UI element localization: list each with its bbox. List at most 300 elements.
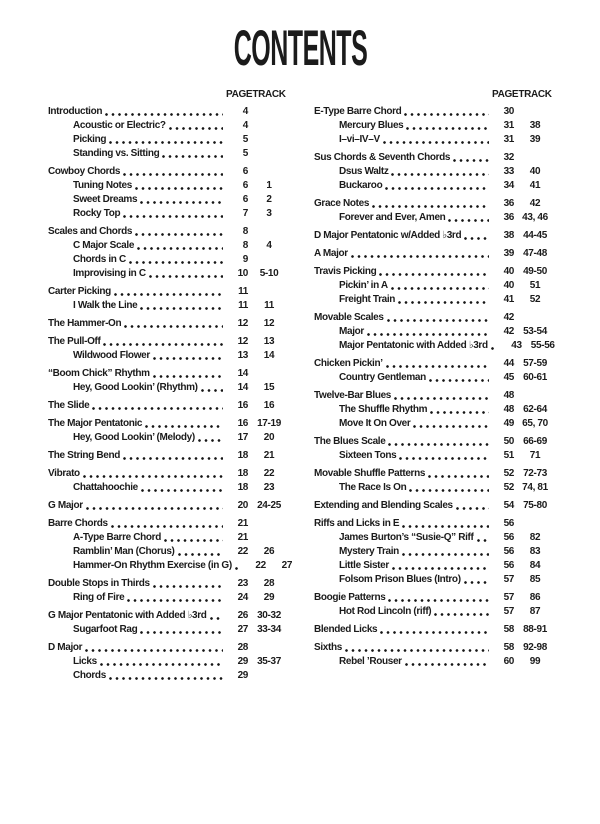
track-number: 66-69 (523, 436, 547, 447)
dot-leader (429, 379, 489, 382)
entry-label: Major Pentatonic with Added ♭3rd (339, 340, 488, 351)
entry-label: The Slide (48, 400, 90, 411)
track-number: 5-10 (259, 268, 279, 279)
dot-leader (149, 275, 223, 278)
entry-label: Sixteen Tons (339, 450, 397, 461)
toc-subentry (314, 416, 556, 430)
toc-section-entry (314, 590, 556, 604)
entry-label: Cowboy Chords (48, 166, 121, 177)
toc-subentry (314, 278, 556, 292)
entry-label: E-Type Barre Chord (314, 106, 402, 117)
page-number: 14 (237, 368, 248, 379)
track-number: 71 (529, 450, 541, 461)
track-number: 65, 70 (522, 418, 548, 429)
toc-subentry (314, 210, 556, 224)
page-number: 18 (237, 468, 248, 479)
track-number: 16 (263, 400, 275, 411)
entry-label: Mystery Train (339, 546, 399, 557)
page-number: 44 (503, 358, 514, 369)
page-number: 40 (503, 266, 514, 277)
track-number: 4 (266, 240, 272, 251)
page-number: 33 (503, 166, 514, 177)
page-number: 41 (503, 294, 514, 305)
page-number: 29 (237, 670, 248, 681)
toc-section-entry (314, 246, 556, 260)
dot-leader (153, 375, 223, 378)
entry-label: The Pull-Off (48, 336, 101, 347)
toc-section-entry (314, 516, 556, 530)
dot-leader (386, 365, 489, 368)
toc-section-entry (314, 310, 556, 324)
dot-leader (103, 343, 223, 346)
page-number: 11 (238, 286, 248, 297)
page-number: 14 (237, 382, 248, 393)
dot-leader (477, 539, 489, 542)
page-number: 29 (237, 656, 248, 667)
entry-label: Double Stops in Thirds (48, 578, 150, 589)
dot-leader (388, 443, 489, 446)
entry-label: Chattahoochie (73, 482, 138, 493)
toc-subentry (48, 480, 290, 494)
entry-label: Chords in C (73, 254, 126, 265)
dot-leader (404, 113, 489, 116)
track-number: 17-19 (257, 418, 281, 429)
toc-subentry (48, 206, 290, 220)
page-number: 58 (503, 642, 514, 653)
toc-section-entry (314, 264, 556, 278)
dot-leader (399, 457, 489, 460)
dot-leader (428, 475, 489, 478)
page-number: 57 (503, 574, 514, 585)
track-number: 23 (263, 482, 275, 493)
toc-subentry (314, 448, 556, 462)
dot-leader (109, 677, 223, 680)
toc-subentry (314, 324, 556, 338)
track-number: 60-61 (523, 372, 547, 383)
dot-leader (83, 475, 223, 478)
toc-subentry (48, 118, 290, 132)
dot-leader (140, 201, 223, 204)
entry-label: A Major (314, 248, 348, 259)
track-number: 99 (529, 656, 541, 667)
entry-label: Improvising in C (73, 268, 146, 279)
entry-label: Chords (73, 670, 106, 681)
toc-section-entry (314, 498, 556, 512)
entry-label: Hey, Good Lookin’ (Rhythm) (73, 382, 198, 393)
dot-leader (100, 663, 223, 666)
entry-label: Twelve-Bar Blues (314, 390, 392, 401)
toc-subentry (314, 558, 556, 572)
dot-leader (385, 187, 489, 190)
entry-label: Riffs and Licks in E (314, 518, 400, 529)
track-number: 84 (529, 560, 541, 571)
page-number: 48 (503, 390, 514, 401)
dot-leader (464, 237, 489, 240)
toc-section-entry (314, 434, 556, 448)
header-leader-spacer (51, 96, 223, 99)
entry-label: Acoustic or Electric? (73, 120, 166, 131)
dot-leader (387, 319, 489, 322)
entry-label: Picking (73, 134, 107, 145)
entry-label: Sus Chords & Seventh Chords (314, 152, 451, 163)
dot-leader (86, 507, 223, 510)
page-number: 56 (503, 546, 514, 557)
toc-section-entry (48, 416, 290, 430)
toc-subentry (314, 604, 556, 618)
page-number: 48 (503, 404, 514, 415)
toc-section-entry (48, 398, 290, 412)
page-number: 28 (237, 642, 248, 653)
track-number: 39 (529, 134, 541, 145)
entry-label: Major (339, 326, 364, 337)
dot-leader (198, 439, 223, 442)
track-number: 12 (263, 318, 275, 329)
page-number: 58 (503, 624, 514, 635)
page-number: 16 (237, 400, 248, 411)
toc-section-entry (314, 466, 556, 480)
page-number: 23 (237, 578, 248, 589)
track-number: 22 (263, 468, 275, 479)
header-leader-spacer (317, 96, 489, 99)
page-number: 18 (237, 450, 248, 461)
entry-label: Rocky Top (73, 208, 121, 219)
toc-subentry (48, 558, 293, 572)
dot-leader (123, 215, 223, 218)
toc-subentry (48, 622, 290, 636)
toc-subentry (314, 370, 556, 384)
page-number: 40 (503, 280, 514, 291)
dot-leader (137, 247, 223, 250)
track-number: 92-98 (523, 642, 547, 653)
page-number: 42 (503, 326, 514, 337)
dot-leader (123, 457, 223, 460)
entry-label: D Major Pentatonic w/Added ♭3rd (314, 230, 462, 241)
toc-section-entry (314, 356, 556, 370)
page-number: 26 (237, 610, 248, 621)
dot-leader (141, 489, 223, 492)
page-number: 16 (237, 418, 248, 429)
dot-leader (430, 411, 489, 414)
entry-label: Hey, Good Lookin’ (Melody) (73, 432, 195, 443)
dot-leader (135, 233, 223, 236)
toc-section-entry (48, 466, 290, 480)
entry-label: Licks (73, 656, 97, 667)
page-number: 6 (242, 180, 248, 191)
entry-label: Movable Shuffle Patterns (314, 468, 426, 479)
dot-leader (153, 357, 223, 360)
toc-subentry (314, 654, 556, 668)
dot-leader (210, 617, 223, 620)
dot-leader (448, 219, 489, 222)
toc-section-entry (48, 284, 290, 298)
entry-label: Buckaroo (339, 180, 383, 191)
page-number: 12 (237, 336, 248, 347)
track-number: 11 (264, 300, 274, 311)
toc-subentry (314, 480, 556, 494)
track-number: 85 (529, 574, 541, 585)
dot-leader (114, 293, 223, 296)
toc-section-entry (48, 640, 290, 654)
toc-section-entry (48, 334, 290, 348)
dot-leader (105, 113, 223, 116)
entry-label: Boogie Patterns (314, 592, 386, 603)
toc-section-entry (314, 388, 556, 402)
track-number: 47-48 (523, 248, 547, 259)
page-number: 60 (503, 656, 514, 667)
dot-leader (434, 613, 489, 616)
track-number: 15 (263, 382, 275, 393)
dot-leader (127, 599, 223, 602)
entry-label: Move It On Over (339, 418, 411, 429)
dot-leader (345, 649, 489, 652)
page-number: 22 (237, 546, 248, 557)
toc-subentry (48, 298, 290, 312)
entry-label: The Blues Scale (314, 436, 386, 447)
entry-label: Hammer-On Rhythm Exercise (in G) (73, 560, 232, 571)
dot-leader (391, 173, 489, 176)
toc-subentry (48, 530, 290, 544)
entry-label: Mercury Blues (339, 120, 404, 131)
entry-label: Introduction (48, 106, 103, 117)
track-number: 51 (529, 280, 541, 291)
entry-label: I Walk the Line (73, 300, 138, 311)
page-number: 57 (503, 606, 514, 617)
toc-subentry (48, 132, 290, 146)
page-number: 56 (503, 532, 514, 543)
dot-leader (201, 389, 223, 392)
page-number: 31 (503, 120, 514, 131)
toc-subentry (48, 654, 290, 668)
track-number: 30-32 (257, 610, 281, 621)
dot-leader (162, 155, 223, 158)
dot-leader (124, 325, 223, 328)
page-number: 21 (237, 532, 248, 543)
page-number: 39 (503, 248, 514, 259)
track-number: 28 (263, 578, 275, 589)
page-number: 54 (503, 500, 514, 511)
entry-label: C Major Scale (73, 240, 135, 251)
track-number: 83 (529, 546, 541, 557)
dot-leader (388, 599, 489, 602)
track-number: 53-54 (523, 326, 547, 337)
track-number: 13 (263, 336, 275, 347)
entry-label: Little Sister (339, 560, 389, 571)
dot-leader (406, 127, 489, 130)
entry-label: Ring of Fire (73, 592, 125, 603)
page-number: 56 (503, 560, 514, 571)
toc-section-entry (314, 622, 556, 636)
track-number: 41 (529, 180, 541, 191)
page-number: 4 (242, 106, 248, 117)
entry-label: Sweet Dreams (73, 194, 138, 205)
toc-section-entry (48, 498, 290, 512)
entry-label: Rebel ’Rouser (339, 656, 402, 667)
dot-leader (380, 631, 489, 634)
dot-leader (178, 553, 223, 556)
track-number: 1 (266, 180, 272, 191)
entry-label: Scales and Chords (48, 226, 133, 237)
entry-label: Standing vs. Sitting (73, 148, 160, 159)
dot-leader (391, 287, 489, 290)
page-number: 45 (503, 372, 514, 383)
track-number: 24-25 (257, 500, 281, 511)
page-number: 32 (503, 152, 514, 163)
track-number: 88-91 (523, 624, 547, 635)
track-number: 86 (529, 592, 541, 603)
page-number: 5 (242, 134, 248, 145)
track-number: 35-37 (257, 656, 281, 667)
track-number: 27 (281, 560, 293, 571)
toc-subentry (314, 178, 556, 192)
toc-section-entry (314, 104, 556, 118)
entry-label: Ramblin’ Man (Chorus) (73, 546, 175, 557)
track-number: 14 (263, 350, 275, 361)
page-number: 6 (242, 194, 248, 205)
page-number: 17 (237, 432, 248, 443)
entry-label: G Major (48, 500, 83, 511)
page-number: 18 (237, 482, 248, 493)
toc-section-entry (48, 316, 290, 330)
dot-leader (398, 301, 489, 304)
toc-subentry (314, 338, 556, 352)
page-number: 57 (503, 592, 514, 603)
page-number: 30 (503, 106, 514, 117)
track-number: 55-56 (530, 340, 555, 351)
dot-leader (109, 141, 223, 144)
page-number: 22 (255, 560, 266, 571)
column-header-row (48, 88, 290, 101)
toc-section-entry (48, 516, 290, 530)
entry-label: Wildwood Flower (73, 350, 150, 361)
track-number: 20 (263, 432, 275, 443)
column-header-row (314, 88, 556, 101)
page-number: 24 (237, 592, 248, 603)
entry-label: Dsus Waltz (339, 166, 389, 177)
toc-subentry (48, 238, 290, 252)
dot-leader (405, 663, 489, 666)
track-number: 42 (529, 198, 541, 209)
entry-label: Hot Rod Lincoln (riff) (339, 606, 432, 617)
page-number: 36 (503, 212, 514, 223)
track-number: 75-80 (523, 500, 547, 511)
page-number: 43 (511, 340, 522, 351)
entry-label: Chicken Pickin’ (314, 358, 383, 369)
page-number: 6 (242, 166, 248, 177)
page-number: 7 (242, 208, 248, 219)
toc-section-entry (48, 448, 290, 462)
dot-leader (164, 539, 223, 542)
toc-section-entry (314, 228, 556, 242)
page-number: 5 (242, 148, 248, 159)
track-number: 57-59 (523, 358, 547, 369)
track-number: 21 (263, 450, 275, 461)
toc-subentry (314, 132, 556, 146)
dot-leader (169, 127, 223, 130)
track-number: 3 (266, 208, 272, 219)
dot-leader (491, 347, 497, 350)
track-column-header: TRACK (518, 89, 552, 100)
toc-subentry (48, 146, 290, 160)
page-number: 13 (237, 350, 248, 361)
entry-label: Extending and Blending Scales (314, 500, 453, 511)
page-number: 36 (503, 198, 514, 209)
page-number: 10 (237, 268, 248, 279)
toc-subentry (314, 572, 556, 586)
track-number: 87 (529, 606, 541, 617)
page-number: 34 (503, 180, 514, 191)
dot-leader (235, 567, 241, 570)
entry-label: The Hammer-On (48, 318, 122, 329)
page-number: 50 (503, 436, 514, 447)
entry-label: Sixths (314, 642, 342, 653)
dot-leader (153, 585, 223, 588)
page-number: 38 (503, 230, 514, 241)
toc-column-left (48, 88, 293, 682)
toc-section-entry (314, 150, 556, 164)
track-number: 62-64 (523, 404, 547, 415)
entry-label: Barre Chords (48, 518, 108, 529)
track-number: 52 (529, 294, 541, 305)
toc-section-entry (314, 640, 556, 654)
page-number: 49 (503, 418, 514, 429)
dot-leader (111, 525, 223, 528)
toc-subentry (314, 402, 556, 416)
dot-leader (456, 507, 489, 510)
page-number: 8 (242, 226, 248, 237)
dot-leader (464, 581, 489, 584)
entry-label: Travis Picking (314, 266, 377, 277)
dot-leader (413, 425, 489, 428)
page-number: 9 (242, 254, 248, 265)
dot-leader (394, 397, 489, 400)
dot-leader (402, 525, 489, 528)
entry-label: Grace Notes (314, 198, 370, 209)
dot-leader (140, 307, 223, 310)
page-header (0, 20, 600, 76)
toc-subentry (314, 118, 556, 132)
toc-section-entry (314, 196, 556, 210)
track-number: 2 (266, 194, 272, 205)
entry-label: Country Gentleman (339, 372, 426, 383)
entry-label: I–vi–IV–V (339, 134, 380, 145)
toc-subentry (48, 430, 290, 444)
track-number: 43, 46 (522, 212, 548, 223)
dot-leader (123, 173, 223, 176)
entry-label: The Race Is On (339, 482, 407, 493)
entry-label: The String Bend (48, 450, 120, 461)
contents-title: CONTENTS (233, 20, 367, 76)
page-number: 27 (237, 624, 248, 635)
track-number: 26 (263, 546, 275, 557)
page-number: 21 (237, 518, 248, 529)
entry-label: Movable Scales (314, 312, 384, 323)
toc-subentry (314, 164, 556, 178)
entry-label: Tuning Notes (73, 180, 132, 191)
dot-leader (85, 649, 223, 652)
dot-leader (135, 187, 223, 190)
toc-subentry (48, 380, 290, 394)
toc-section-entry (48, 164, 290, 178)
dot-leader (367, 333, 489, 336)
dot-leader (92, 407, 223, 410)
entry-label: Sugarfoot Rag (73, 624, 138, 635)
dot-leader (409, 489, 489, 492)
page-number: 20 (237, 500, 248, 511)
dot-leader (140, 631, 223, 634)
dot-leader (129, 261, 223, 264)
dot-leader (351, 255, 489, 258)
entry-label: Freight Train (339, 294, 396, 305)
